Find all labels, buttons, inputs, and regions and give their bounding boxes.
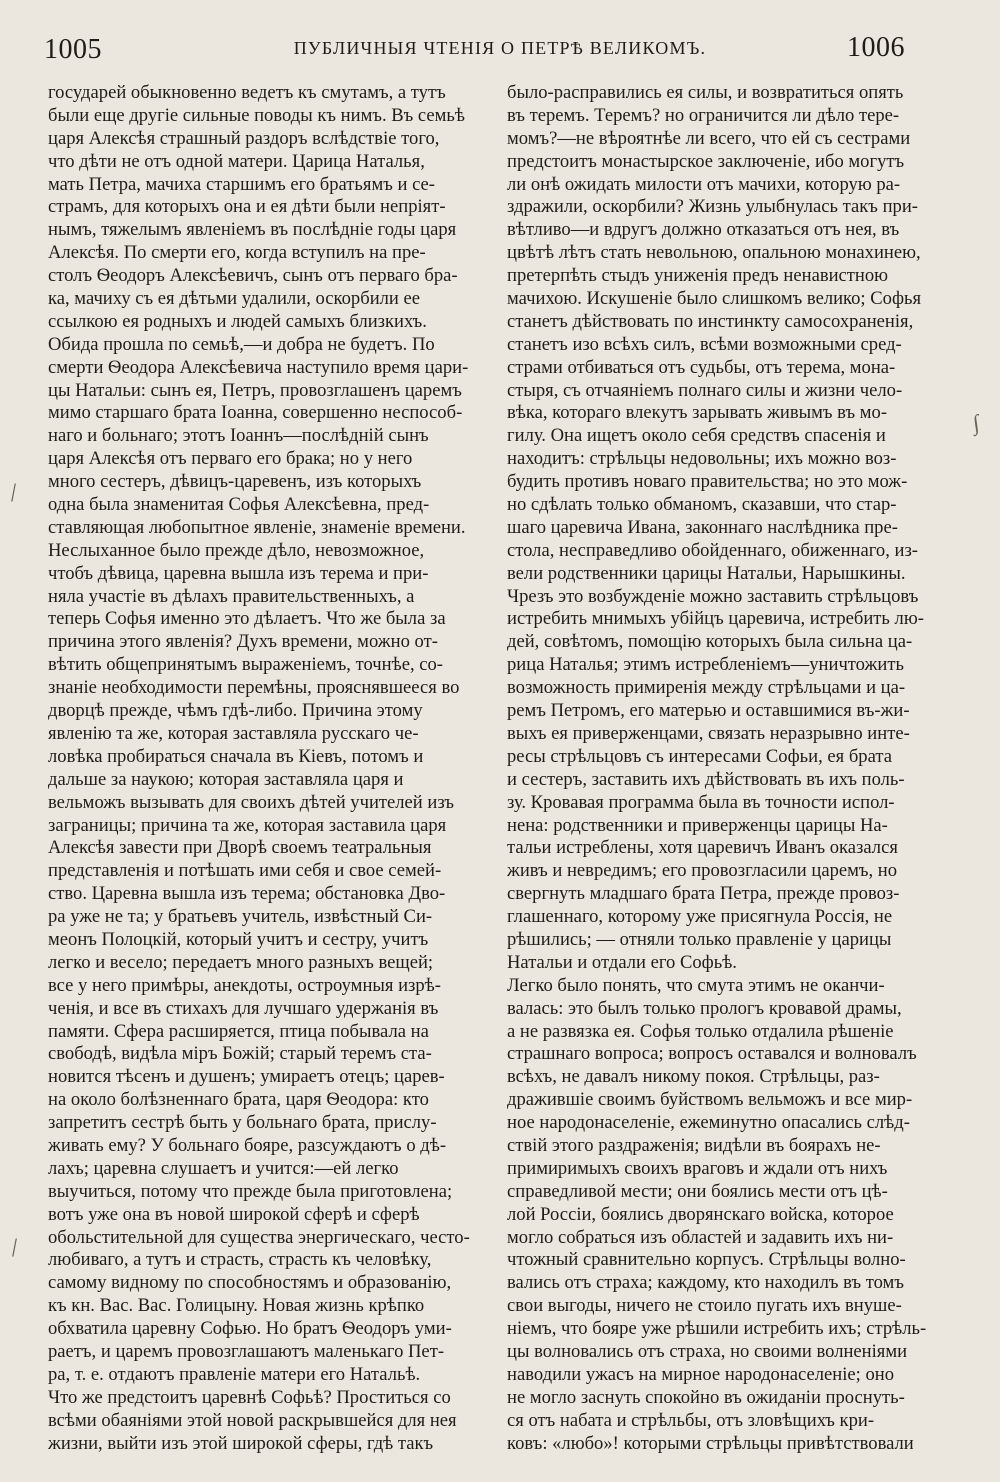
- text-line: стола, несправедливо обойденнаго, обиженнаго, из-: [507, 539, 918, 561]
- margin-pencil-mark: /: [8, 1232, 21, 1263]
- text-line: здражили, оскорбили? Жизнь улыбнулась такъ при-: [507, 196, 918, 218]
- text-line: Неслыханное было прежде дѣло, невозможное,: [48, 539, 425, 561]
- text-line: рѣшились; — отняли только правленіе у царицы: [507, 928, 892, 950]
- text-line: представленія и потѣшать ими себя и свое семей-: [48, 860, 442, 882]
- text-line: чтожный сравнительно корпусъ. Стрѣльцы волно-: [507, 1249, 906, 1271]
- text-line: вельможъ вызывать для своихъ дѣтей учителей изъ: [48, 791, 454, 813]
- text-line: царя Алексѣя отъ перваго его брака; но у него: [48, 448, 413, 470]
- left-page-number: 1005: [44, 34, 102, 65]
- text-line: примиримыхъ своихъ враговъ и ждали отъ нихъ: [507, 1157, 888, 1179]
- text-line: ка, мачиху съ ея дѣтьми удалили, оскорбили ее: [48, 288, 421, 310]
- text-line: памяти. Сфера расширяется, птица побывала на: [48, 1020, 429, 1042]
- text-line: справедливой мести; они боялись мести отъ цѣ-: [507, 1180, 888, 1202]
- text-line: любиваго, а тутъ и страсть, страсть къ человѣку,: [48, 1249, 432, 1271]
- text-line: столъ Ѳеодоръ Алексѣевичъ, сынъ отъ перваго бра-: [48, 265, 458, 287]
- text-line: къ кн. Вас. Вас. Голицыну. Новая жизнь крѣпко: [48, 1295, 425, 1317]
- text-line: вались отъ страха; каждому, кто находилъ въ томъ: [507, 1272, 904, 1294]
- text-line: ресы стрѣльцовъ съ интересами Софьи, ея брата: [507, 745, 892, 767]
- text-line: ли онѣ ожидать милости отъ мачихи, которую ра-: [507, 173, 901, 195]
- text-line: дей, совѣтомъ, помощію которыхъ была сильна ца-: [507, 631, 913, 653]
- text-line: жизни, выйти изъ этой широкой сферы, гдѣ такъ: [48, 1432, 434, 1454]
- text-line: дальше за наукою; которая заставляла царя и: [48, 768, 404, 790]
- text-line: много сестеръ, дѣвицъ-царевенъ, изъ которыхъ: [48, 471, 422, 493]
- text-line: стыря, съ отчаяніемъ полнаго силы и жизни чело-: [507, 379, 903, 401]
- text-line: свободѣ, видѣла міръ Божій; старый теремъ ста-: [48, 1043, 432, 1065]
- text-line: Натальи и отдали его Софьѣ.: [507, 951, 737, 973]
- text-line: были еще другіе сильные поводы къ нимъ. Въ семьѣ: [48, 104, 465, 126]
- text-line: знаніе необходимости перемѣны, прояснявшееся во: [48, 677, 460, 699]
- text-line: выхъ ея приверженцами, связать неразрывно инте-: [507, 722, 910, 744]
- text-line: ство. Царевна вышла изъ терема; обстановка Дво-: [48, 883, 446, 905]
- text-line: наводили ужасъ на мирное народонаселеніе; оно: [507, 1363, 895, 1385]
- text-line: живъ и невредимъ; его провозгласили царемъ, но: [507, 860, 898, 882]
- text-line: ссылкою ея родныхъ и людей самыхъ близкихъ.: [48, 310, 427, 332]
- text-line: живать ему? У больнаго бояре, разсуждаютъ о дѣ-: [48, 1134, 447, 1156]
- text-line: Алексѣя завести при Дворѣ своемъ театральныя: [48, 837, 432, 859]
- text-line: легко и весело; передаетъ много разныхъ вещей;: [48, 951, 434, 973]
- text-line: лой Россіи, боялись дворянскаго войска, которое: [507, 1203, 894, 1225]
- text-line: самому видному по способностямъ и образованію,: [48, 1272, 452, 1294]
- text-line: шаго царевича Ивана, законнаго наслѣдника пре-: [507, 516, 898, 538]
- text-line: мимо старшаго брата Іоанна, совершенно неспособ-: [48, 402, 463, 424]
- text-line: Что же предстоитъ царевнѣ Софьѣ? Проститься со: [48, 1386, 451, 1408]
- text-line: мать Петра, мачиха старшимъ его братьямъ и се-: [48, 173, 435, 195]
- text-line: Легко было понять, что смута этимъ не оканчи-: [507, 974, 885, 996]
- text-line: ра уже не та; у братьевъ учитель, извѣстный Си-: [48, 906, 433, 928]
- text-line: няла участіе въ дѣлахъ правительственныхъ, а: [48, 585, 415, 607]
- text-line: царя Алексѣя страшный раздоръ вслѣдствіе того,: [48, 127, 440, 149]
- text-line: зу. Кровавая программа была въ точности испол-: [507, 791, 895, 813]
- text-line: причина этого явленія? Духъ времени, можно от-: [48, 631, 438, 653]
- text-line: цы Натальи: сынъ ея, Петръ, провозглашенъ царемъ: [48, 379, 462, 401]
- text-line: свои выгоды, ничего не стоило пугать ихъ внуше-: [507, 1295, 902, 1317]
- text-line: вѣтливо—и вдругъ должно отказаться отъ нея, въ: [507, 219, 900, 241]
- text-line: все у него примѣры, анекдоты, остроумныя изрѣ-: [48, 974, 441, 996]
- right-text-column: [507, 82, 932, 1462]
- text-line: ра, т. е. отдаютъ правленіе матери его Натальѣ.: [48, 1363, 421, 1385]
- text-line: смерти Ѳеодора Алексѣевича наступило время цари-: [48, 356, 469, 378]
- text-line: вотъ уже она въ новой широкой сферѣ и сферѣ: [48, 1203, 420, 1225]
- text-line: станетъ дѣйствовать по инстинкту самосохраненія,: [507, 310, 914, 332]
- text-line: находитъ: стрѣльцы недовольны; ихъ можно воз-: [507, 448, 897, 470]
- text-line: одна была знаменитая Софья Алексѣевна, пред-: [48, 494, 430, 516]
- text-line: выучиться, потому что прежде была приготовлена;: [48, 1180, 453, 1202]
- text-line: гилу. Она ищетъ около себя средствъ спасенія и: [507, 425, 886, 447]
- text-line: не могло заснуть спокойно въ ожиданіи проснуть-: [507, 1386, 905, 1408]
- text-line: явленію та же, которая заставляла русскаго че-: [48, 722, 419, 744]
- text-line: теперь Софья именно это дѣлаетъ. Что же была за: [48, 608, 446, 630]
- text-line: цы волновались отъ страха, но своими волненіями: [507, 1340, 908, 1362]
- margin-pencil-mark: ∫: [971, 409, 981, 436]
- text-line: дворцѣ прежде, чѣмъ гдѣ-либо. Причина этому: [48, 700, 423, 722]
- text-line: момъ?—не вѣроятнѣе ли всего, что ей съ сестрами: [507, 127, 911, 149]
- text-line: ніемъ, что бояре уже рѣшили истребить ихъ; стрѣль-: [507, 1318, 927, 1340]
- text-line: вѣка, которагo влекутъ зарывать живымъ въ мо-: [507, 402, 888, 424]
- text-line: Алексѣя. По смерти его, когда вступилъ на пре-: [48, 242, 426, 264]
- text-line: лахъ; царевна слушаетъ и учится:—ей легко: [48, 1157, 399, 1179]
- left-text-column: [48, 82, 473, 1462]
- text-line: а не развязка ея. Софья только отдалила рѣшеніе: [507, 1020, 894, 1042]
- text-line: могло собраться изъ областей и задавить ихъ ни-: [507, 1226, 894, 1248]
- text-line: государей обыкновенно ведетъ къ смутамъ, а тутъ: [48, 82, 446, 103]
- text-line: всѣхъ, не давалъ никому покоя. Стрѣльцы, раз-: [507, 1066, 880, 1088]
- text-line: ченія, и все въ стихахъ для лучшаго удержанія въ: [48, 997, 439, 1019]
- text-line: новится тѣсенъ и душенъ; умираетъ отецъ; царев-: [48, 1066, 445, 1088]
- text-line: дражившіе своимъ буйствомъ вельможъ и все мир-: [507, 1089, 913, 1111]
- text-line: обольстительной для существа энергическаго, често-: [48, 1226, 470, 1248]
- text-line: истребить мнимыхъ убійцъ царевича, истребить лю-: [507, 608, 924, 630]
- margin-pencil-mark: /: [7, 477, 20, 508]
- text-line: нымъ, тяжелымъ явленіемъ въ послѣдніе годы царя: [48, 219, 457, 241]
- text-line: станетъ изо всѣхъ силъ, всѣми возможными сред-: [507, 333, 902, 355]
- text-line: будить противъ новаго правительства; но это мож-: [507, 471, 908, 493]
- text-line: мачихою. Искушеніе было слишкомъ велико; Софья: [507, 288, 922, 310]
- text-line: ся отъ набата и стрѣльбы, отъ зловѣщихъ кри-: [507, 1409, 875, 1431]
- text-line: цвѣтѣ лѣтъ стать невольною, опальною монахинею,: [507, 242, 921, 264]
- text-line: раетъ, и царемъ провозглашаютъ маленькаго Пет-: [48, 1340, 445, 1362]
- running-title: ПУБЛИЧНЫЯ ЧТЕНІЯ О ПЕТРѢ ВЕЛИКОМЪ.: [293, 38, 707, 58]
- text-line: было-расправились ея силы, и возвратиться опять: [507, 82, 904, 103]
- text-line: меонъ Полоцкій, который учитъ и сестру, учитъ: [48, 928, 429, 950]
- text-line: ное народонаселеніе, ежеминутно опасались слѣд-: [507, 1112, 910, 1134]
- text-line: предстоитъ монастырское заключеніе, ибо могутъ: [507, 150, 905, 172]
- text-line: ремъ Петромъ, его матерью и оставшимися въ-жи-: [507, 700, 910, 722]
- text-line: страмъ, для которыхъ она и ея дѣти были непріят-: [48, 196, 446, 218]
- text-line: на около болѣзненнаго брата, царя Ѳеодора: кто: [48, 1089, 429, 1111]
- text-line: ловѣка пробираться сначала въ Кіевъ, потомъ и: [48, 745, 424, 767]
- text-line: валась: это былъ только прологъ кровавой драмы,: [507, 997, 902, 1019]
- text-line: ковъ: «любо»! которыми стрѣльцы привѣтствовали: [507, 1432, 914, 1454]
- text-line: и сестеръ, заставить ихъ дѣйствовать въ ихъ поль-: [507, 768, 905, 790]
- text-line: что дѣти не отъ одной матери. Царица Наталья,: [48, 150, 425, 172]
- text-line: нена: родственники и приверженцы царицы На-: [507, 814, 888, 836]
- text-line: чтобъ дѣвица, царевна вышла изъ терема и при-: [48, 562, 429, 584]
- text-line: глашеннаго, которому уже присягнула Россія, не: [507, 906, 893, 928]
- text-line: ствій этого раздраженія; видѣли въ бояpахъ не-: [507, 1134, 881, 1156]
- page-header: [0, 28, 1000, 68]
- text-line: вѣтить общепринятымъ выраженіемъ, точнѣе, со-: [48, 654, 443, 676]
- text-line: ставляющая любопытное явленіе, знаменіе времени.: [48, 516, 466, 538]
- text-line: заграницы; причина та же, которая заставила царя: [48, 814, 447, 836]
- text-line: всѣми обаяніями этой новой раскрывшейся для нея: [48, 1409, 457, 1431]
- text-line: Чрезъ это возбужденіе можно заставить стрѣльцовъ: [507, 585, 919, 607]
- text-line: возможность примиренія между стрѣльцами и ца-: [507, 677, 906, 699]
- text-line: свергнуть младшаго брата Петра, прежде провоз-: [507, 883, 900, 905]
- text-line: вели родственники царицы Натальи, Нарышкины.: [507, 562, 906, 584]
- text-line: тальи истреблены, хотя царевичъ Иванъ оказался: [507, 837, 898, 859]
- text-line: страшнаго вопроса; вопросъ оставался и волновалъ: [507, 1043, 917, 1065]
- text-line: наго и больнаго; этотъ Іоаннъ—послѣдній сынъ: [48, 425, 429, 447]
- text-line: претерпѣть стыдъ униженія предъ ненавистною: [507, 265, 889, 287]
- text-line: страми отбиваться отъ судьбы, отъ терема, мона-: [507, 356, 896, 378]
- text-line: но сдѣлать только обманомъ, сказавши, что стар-: [507, 494, 897, 516]
- text-line: рица Наталья; этимъ истребленіемъ—уничтожить: [507, 654, 904, 676]
- text-line: запретитъ сестрѣ быть у больнаго брата, прислу-: [48, 1112, 437, 1134]
- text-line: Обида прошла по семьѣ,—и добра не будетъ. По: [48, 333, 435, 355]
- text-line: обхватила царевну Софью. Но братъ Ѳеодоръ уми-: [48, 1318, 452, 1340]
- text-line: въ теремъ. Теремъ? но ограничится ли дѣло тере-: [507, 104, 900, 126]
- right-page-number: 1006: [847, 32, 905, 63]
